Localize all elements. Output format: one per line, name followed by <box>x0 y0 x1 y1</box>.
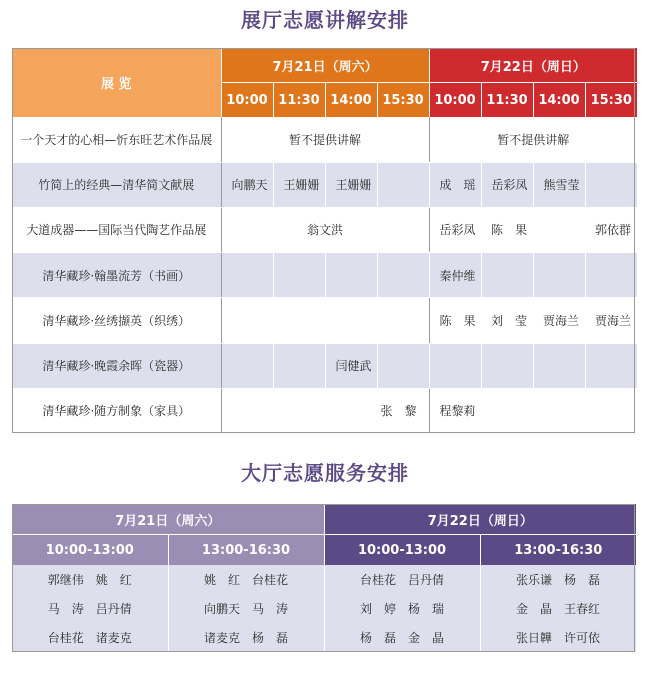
table-row <box>12 207 637 252</box>
guide-cell <box>221 298 273 343</box>
exhibition-name: 清华藏珍·翰墨流芳（书画） <box>12 253 221 298</box>
time-slot-header: 11:30 <box>273 83 325 118</box>
guide-cell <box>325 298 377 343</box>
no-guide-note: 暂不提供讲解 <box>429 117 637 162</box>
guide-cell: 张 黎 <box>221 388 429 433</box>
day1-header: 7月21日（周六） <box>221 48 429 83</box>
service-cell: 杨 磊 金 晶 <box>324 623 480 652</box>
guide-cell: 程黎莉 <box>429 388 481 433</box>
guide-cell: 刘 莹 <box>481 298 533 343</box>
table-row <box>12 298 637 343</box>
service-cell: 姚 红 台桂花 <box>168 565 324 594</box>
guide-cell: 贾海兰 <box>533 298 585 343</box>
service-section-title: 大厅志愿服务安排 <box>241 461 409 485</box>
time-slot-header: 15:30 <box>585 83 637 118</box>
guide-cell <box>585 343 637 388</box>
service-slot-header: 13:00-16:30 <box>480 535 636 566</box>
guide-cell <box>585 253 637 298</box>
service-slot-header: 13:00-16:30 <box>168 535 324 566</box>
guide-cell: 王姗姗 <box>273 162 325 207</box>
guide-cell: 郭依群 <box>585 207 637 252</box>
service-cell: 向鹏天 马 涛 <box>168 594 324 623</box>
guide-cell: 王姗姗 <box>325 162 377 207</box>
service-cell: 金 晶 王春红 <box>480 594 636 623</box>
service-cell: 刘 婷 杨 瑞 <box>324 594 480 623</box>
time-slot-header: 14:00 <box>533 83 585 118</box>
guide-cell <box>533 253 585 298</box>
no-guide-note: 暂不提供讲解 <box>221 117 429 162</box>
exhibition-name: 清华藏珍·丝绣撷英（织绣） <box>12 298 221 343</box>
exhibition-name: 大道成器——国际当代陶艺作品展 <box>12 207 221 252</box>
table-row <box>12 565 636 594</box>
exhibition-name: 竹简上的经典—清华简文献展 <box>12 162 221 207</box>
guide-cell <box>533 207 585 252</box>
guide-cell <box>377 298 429 343</box>
service-schedule-table <box>12 504 637 652</box>
table-row <box>12 117 637 162</box>
guide-cell: 熊雪莹 <box>533 162 585 207</box>
table-row <box>12 388 637 433</box>
table-row <box>12 253 637 298</box>
guide-cell <box>377 343 429 388</box>
guide-cell <box>533 343 585 388</box>
exhibitions-header: 展 览 <box>12 48 221 117</box>
service-cell: 马 涛 吕丹倩 <box>12 594 168 623</box>
exhibition-name: 清华藏珍·随方制象（家具） <box>12 388 221 433</box>
guide-cell: 岳彩凤 <box>429 207 481 252</box>
table-row <box>12 594 636 623</box>
table-row <box>12 162 637 207</box>
guide-cell <box>429 343 481 388</box>
guide-cell: 岳彩凤 <box>481 162 533 207</box>
table-row <box>12 343 637 388</box>
time-slot-header: 11:30 <box>481 83 533 118</box>
service-slot-header: 10:00-13:00 <box>324 535 480 566</box>
service-cell: 台桂花 吕丹倩 <box>324 565 480 594</box>
guide-cell: 闫健武 <box>325 343 377 388</box>
exhibition-name: 一个天才的心相—忻东旺艺术作品展 <box>12 117 221 162</box>
service-cell: 诸麦克 杨 磊 <box>168 623 324 652</box>
time-slot-header: 14:00 <box>325 83 377 118</box>
guide-cell <box>481 253 533 298</box>
guide-cell <box>325 253 377 298</box>
service-cell: 张乐谦 杨 磊 <box>480 565 636 594</box>
guide-cell <box>481 388 533 433</box>
service-day2-header: 7月22日（周日） <box>324 504 636 535</box>
time-slot-header: 10:00 <box>221 83 273 118</box>
guide-cell: 陈 果 <box>429 298 481 343</box>
guide-cell <box>221 343 273 388</box>
time-slot-header: 15:30 <box>377 83 429 118</box>
guide-cell <box>273 298 325 343</box>
guide-cell: 陈 果 <box>481 207 533 252</box>
service-day1-header: 7月21日（周六） <box>12 504 324 535</box>
guide-section-title: 展厅志愿讲解安排 <box>241 8 409 32</box>
guide-cell: 贾海兰 <box>585 298 637 343</box>
table-row <box>12 623 636 652</box>
service-cell: 郭继伟 姚 红 <box>12 565 168 594</box>
guide-cell <box>481 343 533 388</box>
guide-cell: 成 瑶 <box>429 162 481 207</box>
service-cell: 台桂花 诸麦克 <box>12 623 168 652</box>
guide-cell: 翁文洪 <box>221 207 429 252</box>
service-slot-header: 10:00-13:00 <box>12 535 168 566</box>
guide-cell <box>585 162 637 207</box>
exhibition-name: 清华藏珍·晚霞余晖（瓷器） <box>12 343 221 388</box>
guide-schedule-table <box>12 48 638 434</box>
service-cell: 张日韡 许可依 <box>480 623 636 652</box>
guide-cell <box>533 388 585 433</box>
guide-cell <box>221 253 273 298</box>
guide-cell <box>377 162 429 207</box>
guide-cell: 秦仲维 <box>429 253 481 298</box>
day2-header: 7月22日（周日） <box>429 48 637 83</box>
guide-cell <box>377 253 429 298</box>
time-slot-header: 10:00 <box>429 83 481 118</box>
guide-cell <box>273 253 325 298</box>
guide-cell: 向鹏天 <box>221 162 273 207</box>
guide-cell <box>585 388 637 433</box>
guide-cell <box>273 343 325 388</box>
